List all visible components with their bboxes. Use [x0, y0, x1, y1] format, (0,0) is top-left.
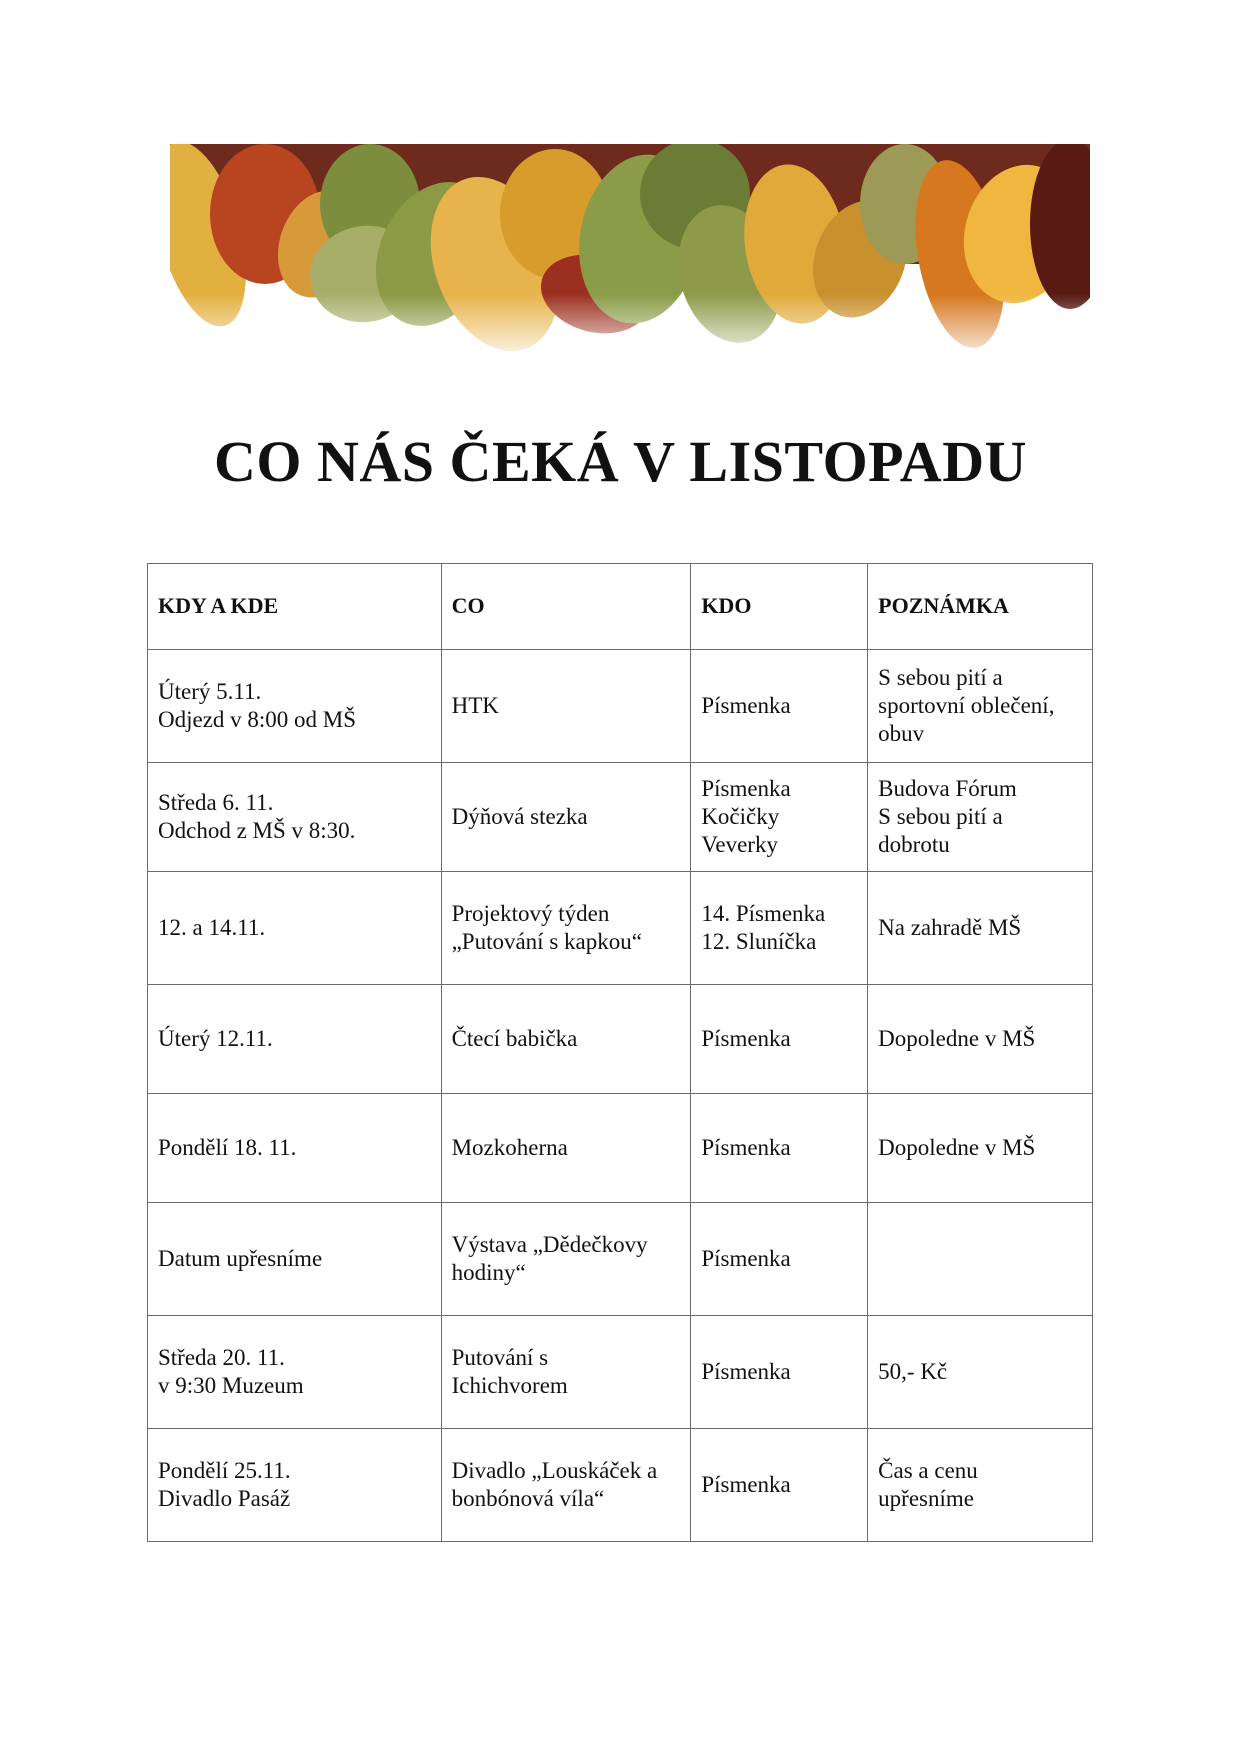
header-poznamka: POZNÁMKA	[868, 564, 1093, 650]
header-co: CO	[441, 564, 691, 650]
cell-co: Dýňová stezka	[441, 763, 691, 872]
table-row	[148, 985, 1093, 1094]
cell-poznamka: Budova Fórum S sebou pití a dobrotu	[868, 763, 1093, 872]
cell-poznamka: Dopoledne v MŠ	[868, 1094, 1093, 1203]
cell-co: Mozkoherna	[441, 1094, 691, 1203]
table-row	[148, 1203, 1093, 1316]
cell-co: Výstava „Dědečkovy hodiny“	[441, 1203, 691, 1316]
cell-kdo: Písmenka	[691, 1203, 868, 1316]
cell-kdo: Písmenka	[691, 1316, 868, 1429]
table-row	[148, 1429, 1093, 1542]
header-kdo: KDO	[691, 564, 868, 650]
cell-kdy: Datum upřesníme	[148, 1203, 442, 1316]
table-header-row	[148, 564, 1093, 650]
table-row	[148, 650, 1093, 763]
cell-poznamka: S sebou pití a sportovní oblečení, obuv	[868, 650, 1093, 763]
cell-kdo: Písmenka	[691, 1094, 868, 1203]
cell-kdy: Středa 6. 11. Odchod z MŠ v 8:30.	[148, 763, 442, 872]
cell-kdy: Úterý 12.11.	[148, 985, 442, 1094]
table-row	[148, 763, 1093, 872]
cell-kdy: Úterý 5.11. Odjezd v 8:00 od MŠ	[148, 650, 442, 763]
cell-kdo: 14. Písmenka 12. Sluníčka	[691, 872, 868, 985]
table-row	[148, 872, 1093, 985]
cell-poznamka	[868, 1203, 1093, 1316]
cell-co: Projektový týden „Putování s kapkou“	[441, 872, 691, 985]
cell-poznamka: 50,- Kč	[868, 1316, 1093, 1429]
cell-kdo: Písmenka	[691, 1429, 868, 1542]
leaves-illustration	[170, 144, 1090, 366]
cell-kdo: Písmenka Kočičky Veverky	[691, 763, 868, 872]
cell-poznamka: Čas a cenu upřesníme	[868, 1429, 1093, 1542]
cell-co: HTK	[441, 650, 691, 763]
schedule-table	[147, 563, 1093, 1542]
cell-kdy: Pondělí 18. 11.	[148, 1094, 442, 1203]
cell-poznamka: Na zahradě MŠ	[868, 872, 1093, 985]
table-row	[148, 1316, 1093, 1429]
table-row	[148, 1094, 1093, 1203]
cell-co: Putování s Ichichvorem	[441, 1316, 691, 1429]
cell-kdo: Písmenka	[691, 650, 868, 763]
cell-co: Čtecí babička	[441, 985, 691, 1094]
cell-kdo: Písmenka	[691, 985, 868, 1094]
cell-kdy: Pondělí 25.11. Divadlo Pasáž	[148, 1429, 442, 1542]
cell-poznamka: Dopoledne v MŠ	[868, 985, 1093, 1094]
cell-co: Divadlo „Louskáček a bonbónová víla“	[441, 1429, 691, 1542]
cell-kdy: 12. a 14.11.	[148, 872, 442, 985]
autumn-leaves-banner	[170, 144, 1090, 366]
cell-kdy: Středa 20. 11. v 9:30 Muzeum	[148, 1316, 442, 1429]
header-kdy-a-kde: KDY A KDE	[148, 564, 442, 650]
page-title: CO NÁS ČEKÁ V LISTOPADU	[214, 429, 1027, 494]
